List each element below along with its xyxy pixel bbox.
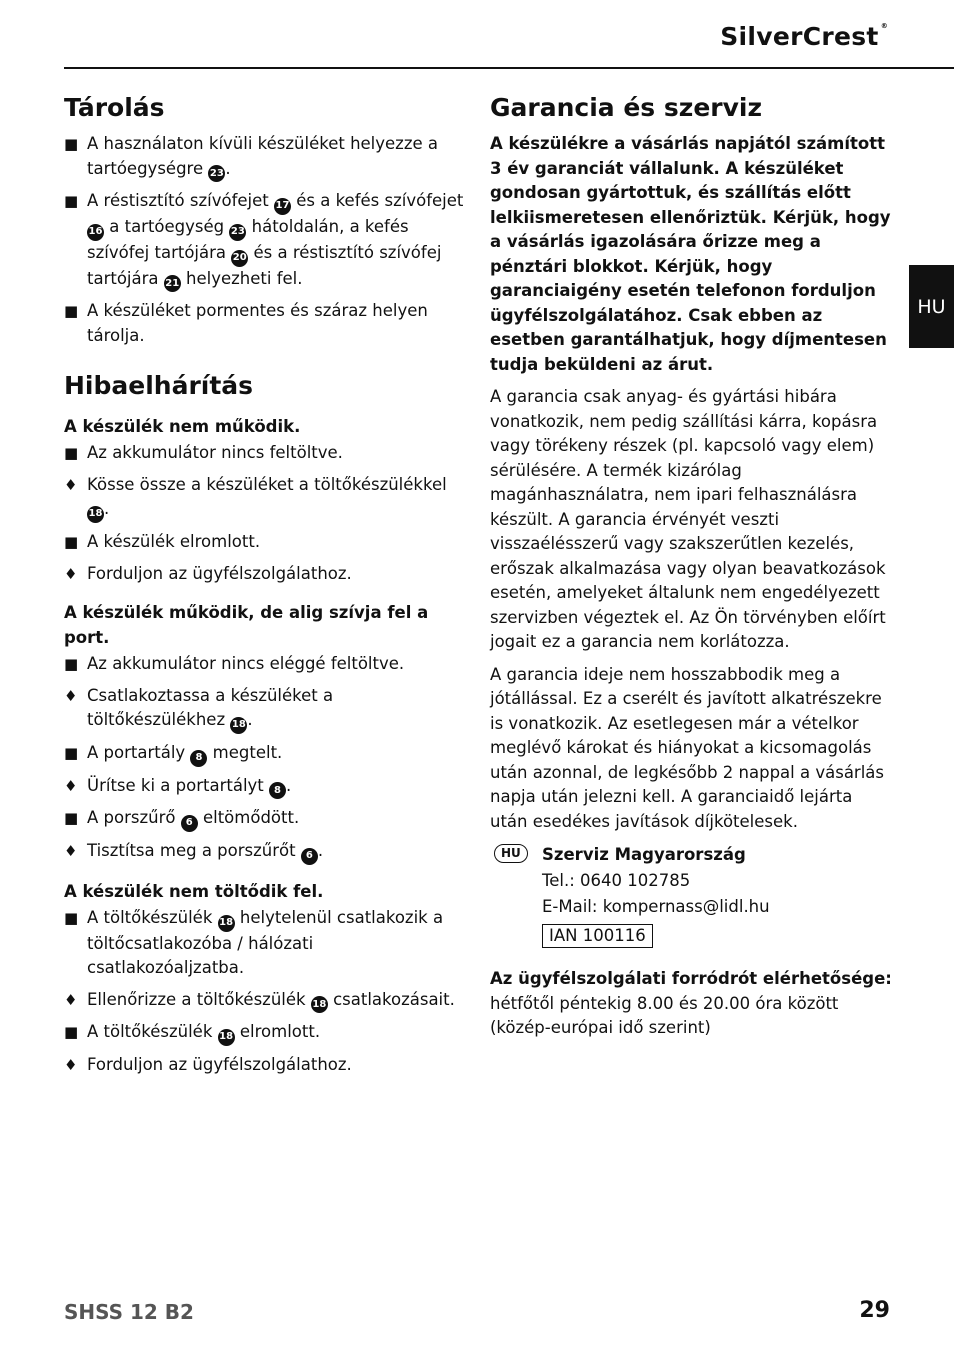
language-tab: HU	[909, 265, 954, 348]
part-number-badge: 8	[190, 750, 207, 767]
item-text: megtelt.	[207, 742, 283, 762]
list-item	[64, 1053, 468, 1078]
item-text: elromlott.	[234, 1022, 321, 1042]
diamond-bullet-icon: ♦	[64, 686, 78, 705]
list-item	[64, 806, 468, 832]
warranty-scope: A garancia csak anyag- és gyártási hibára vonatkozik, nem pedig szállítási kárra, kopásra vagy törékeny részek (pl. kapcsoló vagy elem) sérülésére. A termék kizárólag magánhasználatra, nem ipari felhasználásra készült. A garancia érvényét veszti visszaélésszerű vagy szakszerűtlen kezelés, erőszak alkalmazása vagy olyan beavatkozások esetén, amelyeket általunk nem engedélyezett szervizben végeztek el. Az Ön törvényben előírt jogait ez a garancia nem korlátozza.	[490, 387, 886, 651]
item-text: .	[317, 841, 324, 860]
item-text: .	[247, 710, 253, 729]
square-bullet-icon: ■	[64, 533, 79, 551]
square-bullet-icon: ■	[64, 1023, 79, 1042]
warranty-intro: A készülékre a vásárlás napjától számított 3 év garanciát vállalunk. A készüléket gondosan gyártottuk, és szállítás előtt lelkiismeretesen ellenőriztük. Kérjük, hogy a vásárlás igazolására őrizze meg a pénztári blokkot. Kérjük, hogy garanciaigény esetén telefonon forduljon ügyfélszolgálatához. Csak ebben az esetben garantálhatjuk, hogy díjmentesen tudja beküldeni az árut.	[490, 134, 891, 374]
item-text: A töltőkészülék	[87, 1022, 218, 1042]
list-item	[64, 132, 468, 182]
item-text: helyezheti fel.	[180, 268, 303, 288]
service-phone: Tel.: 0640 102785	[542, 871, 691, 890]
item-text: Ellenőrizze a töltőkészülék	[87, 989, 311, 1009]
part-number-badge: 6	[181, 815, 198, 832]
item-text: eltömődött.	[197, 808, 300, 828]
warranty-period: A garancia ideje nem hosszabbodik meg a jótállással. Ez a cserélt és javított alkatrészekre is vonatkozik. Az esetlegesen már a vételkor meglévő károkat és hiányokat a kicsomagolás után azonnal, de legkésőbb 2 nappal a vásárlás napja után jelezni kell. A garanciaidő lejárta után esedékes javítások díjkötelesek.	[490, 664, 885, 831]
part-number-badge: 18	[218, 1029, 235, 1046]
diamond-bullet-icon: ♦	[64, 564, 78, 583]
storage-list	[64, 132, 468, 348]
service-contact	[490, 842, 894, 949]
diamond-bullet-icon: ♦	[64, 776, 78, 795]
item-text: .	[286, 775, 292, 795]
problem-heading: A készülék nem működik.	[64, 417, 301, 437]
part-number-badge: 16	[87, 224, 104, 241]
list-item	[64, 906, 468, 981]
list-item	[64, 189, 468, 292]
list-item	[64, 473, 468, 523]
item-text: és a réstisztító szívófej tartójára	[87, 242, 442, 288]
item-text: csatlakozásait.	[327, 989, 455, 1009]
list-item	[64, 562, 468, 587]
item-text: A használaton kívüli készüléket helyezze a tartóegységre	[87, 134, 439, 178]
troubleshooting-groups	[64, 414, 468, 1077]
list-item	[64, 988, 468, 1014]
square-bullet-icon: ■	[64, 135, 79, 153]
part-number-badge: 8	[269, 782, 286, 799]
hotline-title: Az ügyfélszolgálati forródrót elérhetősége:	[490, 969, 892, 988]
country-badge: HU	[494, 844, 528, 863]
item-text: helytelenül csatlakozik a töltőcsatlakozóba / hálózati csatlakozóaljzatba.	[87, 907, 444, 977]
list-item	[64, 299, 468, 348]
item-text: Forduljon az ügyfélszolgálathoz.	[87, 1055, 352, 1074]
list-item	[64, 530, 468, 555]
part-number-badge: 18	[87, 506, 104, 523]
part-number-badge: 17	[274, 198, 291, 215]
list-item	[64, 684, 468, 734]
service-name: Szerviz Magyarország	[542, 845, 746, 864]
list-item	[64, 774, 468, 800]
brand-logo: SilverCrest ®	[720, 22, 888, 51]
part-number-badge: 23	[208, 165, 225, 182]
ian-box: IAN 100116	[542, 924, 653, 948]
part-number-badge: 18	[230, 717, 247, 734]
list-item	[64, 652, 468, 677]
item-text: A portartály	[87, 742, 191, 762]
item-text: hátoldalán, a kefés szívófej tartójára	[87, 217, 409, 262]
right-column	[490, 92, 894, 1049]
list-item	[64, 441, 468, 466]
part-number-badge: 6	[301, 848, 318, 865]
square-bullet-icon: ■	[64, 444, 79, 463]
square-bullet-icon: ■	[64, 743, 79, 762]
page-number: 29	[859, 1298, 890, 1323]
warranty-title: Garancia és szerviz	[490, 93, 763, 122]
storage-title: Tárolás	[64, 93, 165, 122]
item-text: A készüléket pormentes és száraz helyen tárolja.	[87, 301, 428, 345]
item-text: .	[225, 158, 231, 178]
part-number-badge: 20	[231, 250, 248, 267]
list-item	[64, 741, 468, 767]
part-number-badge: 18	[311, 996, 328, 1013]
hotline-text: hétfőtől péntekig 8.00 és 20.00 óra között (közép-európai idő szerint)	[490, 993, 839, 1037]
item-text: A réstisztító szívófejet	[87, 191, 274, 211]
item-text: Csatlakoztassa a készüléket a töltőkészülékhez	[87, 685, 334, 729]
part-number-badge: 18	[218, 915, 235, 932]
item-text: Az akkumulátor nincs eléggé feltöltve.	[87, 654, 405, 673]
header-rule	[64, 67, 954, 69]
item-text: Ürítse ki a portartályt	[87, 775, 270, 795]
diamond-bullet-icon: ♦	[64, 475, 78, 494]
list-item	[64, 1020, 468, 1046]
part-number-badge: 23	[229, 224, 246, 241]
problem-heading: A készülék működik, de alig szívja fel a port.	[64, 603, 429, 647]
left-column	[64, 92, 468, 1085]
part-number-badge: 21	[164, 275, 181, 292]
list-item	[64, 839, 468, 865]
square-bullet-icon: ■	[64, 302, 79, 321]
square-bullet-icon: ■	[64, 192, 79, 211]
problem-heading: A készülék nem töltődik fel.	[64, 881, 324, 901]
square-bullet-icon: ■	[64, 908, 79, 927]
item-text: és a kefés szívófejet	[291, 191, 464, 211]
diamond-bullet-icon: ♦	[64, 842, 78, 860]
diamond-bullet-icon: ♦	[64, 1056, 78, 1074]
item-text: A töltőkészülék	[87, 907, 218, 927]
item-text: A készülék elromlott.	[87, 532, 261, 551]
item-text: .	[104, 499, 110, 519]
item-text: Forduljon az ügyfélszolgálathoz.	[87, 563, 352, 583]
item-text: Az akkumulátor nincs feltöltve.	[87, 443, 343, 463]
square-bullet-icon: ■	[64, 655, 79, 673]
item-text: Kösse össze a készüléket a töltőkészülékkel	[87, 474, 447, 494]
item-text: Tisztítsa meg a porszűrőt	[87, 841, 301, 860]
square-bullet-icon: ■	[64, 809, 79, 828]
footer-model: SHSS 12 B2	[64, 1300, 194, 1324]
item-text: a tartóegység	[104, 217, 230, 236]
diamond-bullet-icon: ♦	[64, 990, 78, 1009]
troubleshooting-title: Hibaelhárítás	[64, 371, 254, 401]
item-text: A porszűrő	[87, 808, 181, 828]
service-email: E-Mail: kompernass@lidl.hu	[542, 897, 770, 916]
